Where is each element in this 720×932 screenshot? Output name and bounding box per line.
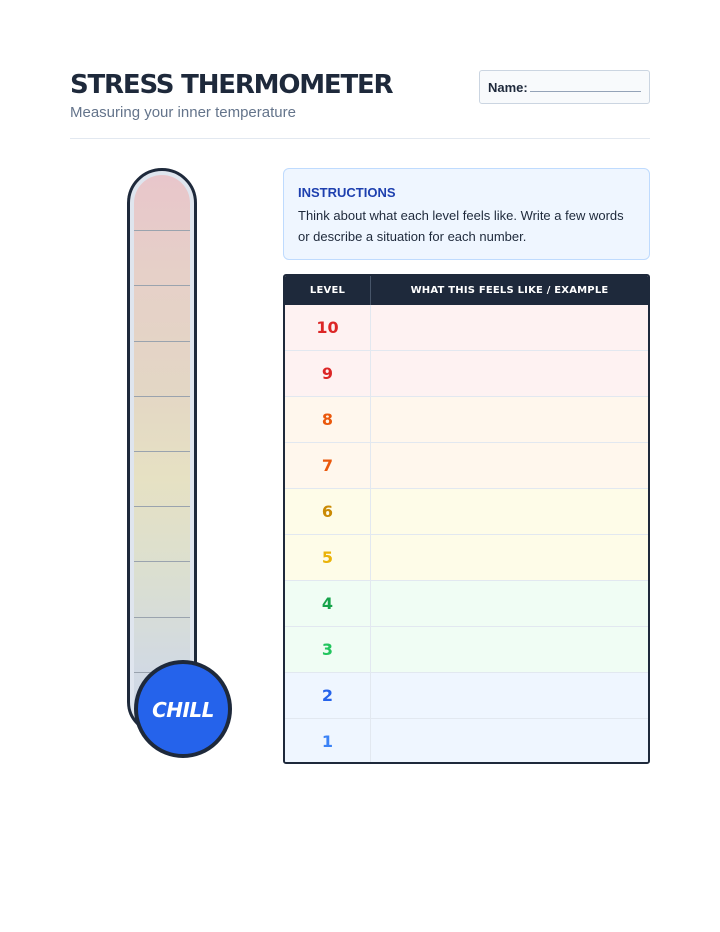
level-description-cell[interactable] [370,673,648,718]
level-description-cell[interactable] [370,489,648,534]
level-description-cell[interactable] [370,397,648,442]
table-row [285,489,648,535]
table-row [285,351,648,397]
level-number: 10 [316,318,339,337]
level-number: 7 [321,456,334,475]
thermometer-tick [134,230,190,231]
levels-table [283,274,650,764]
thermometer [127,168,197,734]
table-row [285,443,648,489]
thermometer-tick [134,451,190,452]
table-row [285,535,648,581]
level-description-cell[interactable] [370,581,648,626]
level-number: 4 [321,594,334,613]
thermometer-tick [134,396,190,397]
name-write-line [530,91,641,92]
table-row [285,719,648,764]
instructions-title: INSTRUCTIONS [298,185,396,200]
header-divider [70,138,650,139]
page-title: STRESS THERMOMETER [70,70,393,100]
level-description-cell[interactable] [370,351,648,396]
thermometer-tick [134,506,190,507]
thermometer-tick [134,561,190,562]
name-field[interactable] [479,70,650,104]
name-label: Name: [488,80,528,95]
level-description-cell[interactable] [370,719,648,764]
instructions-box [283,168,650,260]
level-description-cell[interactable] [370,305,648,350]
level-number: 1 [321,732,334,751]
level-number: 5 [321,548,334,567]
thermometer-tube [134,175,190,727]
table-row [285,581,648,627]
level-number: 2 [321,686,334,705]
table-header [285,276,648,305]
page-subtitle: Measuring your inner temperature [70,104,296,121]
table-row [285,627,648,673]
level-number: 6 [321,502,334,521]
level-number: 3 [321,640,334,659]
header-description: WHAT THIS FEELS LIKE / EXAMPLE [370,276,648,305]
table-row [285,305,648,351]
bulb-label: CHILL [152,698,214,722]
thermometer-tick [134,285,190,286]
level-number: 9 [321,364,334,383]
level-description-cell[interactable] [370,535,648,580]
level-number: 8 [321,410,334,429]
instructions-body: Think about what each level feels like. Write a few words or describe a situation for each number. [298,208,624,244]
level-description-cell[interactable] [370,443,648,488]
thermometer-tick [134,341,190,342]
table-row [285,673,648,719]
header-level: LEVEL [309,285,346,296]
thermometer-tick [134,617,190,618]
table-row [285,397,648,443]
level-description-cell[interactable] [370,627,648,672]
thermometer-bulb [134,660,232,758]
